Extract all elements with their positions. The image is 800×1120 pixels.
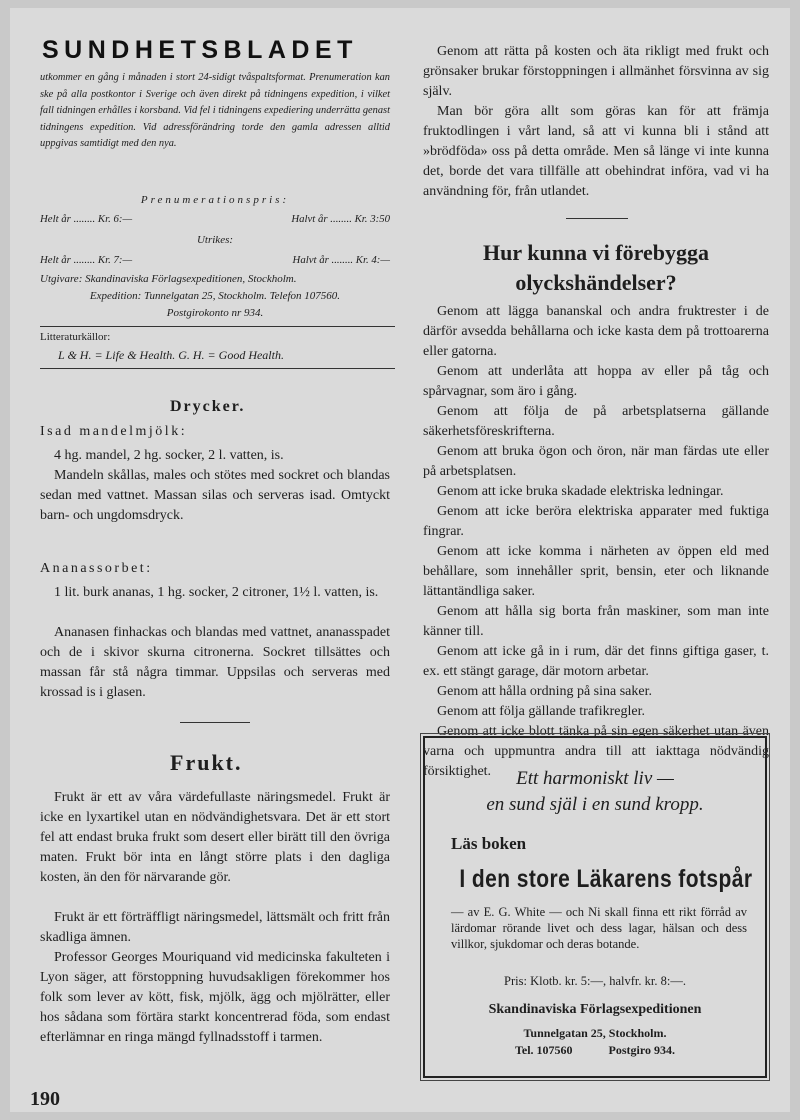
- accident-tip: Genom att följa gällande trafikregler.: [437, 704, 645, 719]
- fruit-continued-paragraph: Man bör göra allt som göras kan för att främja fruktodlingen i vårt land, så att vi kunna bli i stånd att »brödföda» oss på detta område. Men så länge vi inte kunna det, borde det vara tillfälle att obehindrat införa, vad vi ha användning för, från utlandet.: [423, 104, 769, 199]
- postgiro-line: Postgirokonto nr 934.: [166, 307, 264, 319]
- domestic-half-year: Halvt år ........ Kr. 3:50: [291, 213, 390, 225]
- recipe-method: Ananasen finhackas och blandas med vattnet, ananasspadet och de i skivor skurna citronerna. Sockret tillsättes och massan får stå några timmar. Uppsilas och serveras med krossad is i glasen.: [40, 625, 390, 700]
- separator: [180, 722, 250, 723]
- abroad-heading: Utrikes:: [196, 234, 234, 246]
- ad-publisher: Skandinaviska Förlagsexpeditionen: [488, 1002, 702, 1017]
- accidents-heading: Hur kunna vi förebygga olyckshändelser?: [483, 240, 709, 295]
- domestic-prices: [40, 213, 390, 225]
- accident-tip: Genom att icke blott tänka på sin egen säkerhet utan även varna och uppmuntra andra till att iakttaga nödvändig försiktighet.: [423, 724, 769, 779]
- fruit-paragraph: Frukt är ett av våra värdefullaste näringsmedel. Frukt är icke en lyxartikel utan en nödvändighetsvara. Det är ett stort fel att endast bruka frukt som desert eller birätt till den övriga maten. Frukt bör inta en långt större plats i den dagliga kosten, än den för närvarande gör.: [40, 790, 390, 885]
- recipe-ingredients: 1 lit. burk ananas, 1 hg. socker, 2 citroner, 1½ l. vatten, is.: [54, 585, 379, 600]
- accident-tip: Genom att följa de på arbetsplatserna gällande säkerhetsföreskrifterna.: [423, 404, 769, 439]
- accidents-list: [423, 302, 769, 782]
- ad-address: Tunnelgatan 25, Stockholm.: [523, 1026, 667, 1040]
- recipe-ingredients: 4 hg. mandel, 2 hg. socker, 2 l. vatten, is.: [54, 448, 284, 463]
- ad-price: Pris: Klotb. kr. 5:—, halvfr. kr. 8:—.: [504, 974, 686, 988]
- ad-motto-line1: Ett harmoniskt liv —: [516, 768, 674, 789]
- accident-tip: Genom att bruka ögon och öron, när man färdas ute eller på arbetsplatsen.: [423, 444, 769, 479]
- fruit-paragraph: Frukt är ett förträffligt näringsmedel, lättsmält och fritt från skadliga ämnen.: [40, 910, 390, 945]
- ad-contact: [425, 1043, 765, 1058]
- separator: [566, 218, 628, 219]
- fruit-paragraph: Professor Georges Mouriquand vid medicinska fakulteten i Lyon säger, att förstoppning huvudsakligen förekommer hos folk som lever av kött, fisk, mjölk, ägg och mjölrätter, eller hos sådana som förtära starkt koncentrerad föda, som endast efterlämnar en ringa mängd fyllnadsstoff i tarmen.: [40, 950, 390, 1045]
- sources-text: L & H. = Life & Health. G. H. = Good Health.: [58, 348, 284, 362]
- divider: [40, 368, 395, 369]
- abroad-full-year: Helt år ........ Kr. 7:—: [40, 254, 133, 266]
- magazine-page: [10, 8, 790, 1112]
- drinks-heading: Drycker.: [170, 398, 246, 415]
- prices-heading: Prenumerationspris:: [140, 194, 290, 206]
- ad-motto-line2: en sund själ i en sund kropp.: [486, 794, 704, 815]
- recipe-title-almond-milk: Isad mandelmjölk:: [40, 424, 188, 439]
- accident-tip: Genom att icke gå in i rum, där det finns giftiga gaser, t. ex. ett stängt garage, där motorn arbetar.: [423, 644, 769, 679]
- ad-description: — av E. G. White — och Ni skall finna ett rikt förråd av lärdomar rörande livet och dess lagar, hälsan och dess villkor, sjukdomar och deras botande.: [451, 905, 747, 951]
- sources-label: Litteraturkällor:: [40, 331, 111, 343]
- accident-tip: Genom att underlåta att hoppa av eller på tåg och spårvagnar, som äro i gång.: [423, 364, 769, 399]
- accident-tip: Genom att lägga bananskal och andra fruktrester i de därför avsedda behållarna och icke kasta dem på trottoarerna eller gatorna.: [423, 304, 769, 359]
- recipe-method: Mandeln skållas, males och stötes med sockret och blandas sedan med vattnet. Massan silas och serveras isad. Omtyckt barn- och ungdomsdryck.: [40, 468, 390, 523]
- accident-tip: Genom att icke beröra elektriska apparater med fuktiga fingrar.: [423, 504, 769, 539]
- ad-phone: Tel. 107560: [514, 1043, 573, 1057]
- accident-tip: Genom att hålla sig borta från maskiner, som man inte känner till.: [423, 604, 769, 639]
- book-advertisement: [423, 736, 767, 1078]
- accident-tip: Genom att icke bruka skadade elektriska ledningar.: [437, 484, 724, 499]
- fruit-continued-paragraph: Genom att rätta på kosten och äta rikligt med frukt och grönsaker brukar förstoppningen i allmänhet försvinna av sig själv.: [423, 44, 769, 99]
- expedition-line: Expedition: Tunnelgatan 25, Stockholm. Telefon 107560.: [89, 290, 341, 302]
- ad-giro: Postgiro 934.: [608, 1043, 675, 1057]
- domestic-full-year: Helt år ........ Kr. 6:—: [40, 213, 133, 225]
- ad-book-title: I den store Läkarens fotspår: [459, 865, 753, 893]
- accident-tip: Genom att hålla ordning på sina saker.: [437, 684, 652, 699]
- publisher-line: Utgivare: Skandinaviska Förlagsexpeditionen, Stockholm.: [40, 273, 297, 285]
- recipe-title-pineapple-sorbet: Ananassorbet:: [40, 561, 153, 576]
- masthead-title: SUNDHETSBLADET: [42, 36, 358, 64]
- abroad-half-year: Halvt år ........ Kr. 4:—: [292, 254, 390, 266]
- fruit-heading: Frukt.: [170, 750, 243, 775]
- abroad-prices: [40, 254, 390, 266]
- page-number: 190: [30, 1088, 60, 1110]
- ad-read-label: Läs boken: [451, 834, 527, 853]
- accident-tip: Genom att icke komma i närheten av öppen eld med behållare, som innehåller sprit, bensin, eter och liknande lättantändliga saker.: [423, 544, 769, 599]
- masthead-description: utkommer en gång i månaden i stort 24-sidigt tvåspaltsformat. Prenumeration kan ske på alla postkontor i Sverige och även direkt på tidningens expedition, i vilket fall tidningen erhålles i korsband. Vid fel i tidningens expediering underrätta genast tidningens expedition. Vid adressförändring torde den gamla adressen alltid uppgivas samtidigt med den nya.: [40, 72, 390, 149]
- divider: [40, 326, 395, 327]
